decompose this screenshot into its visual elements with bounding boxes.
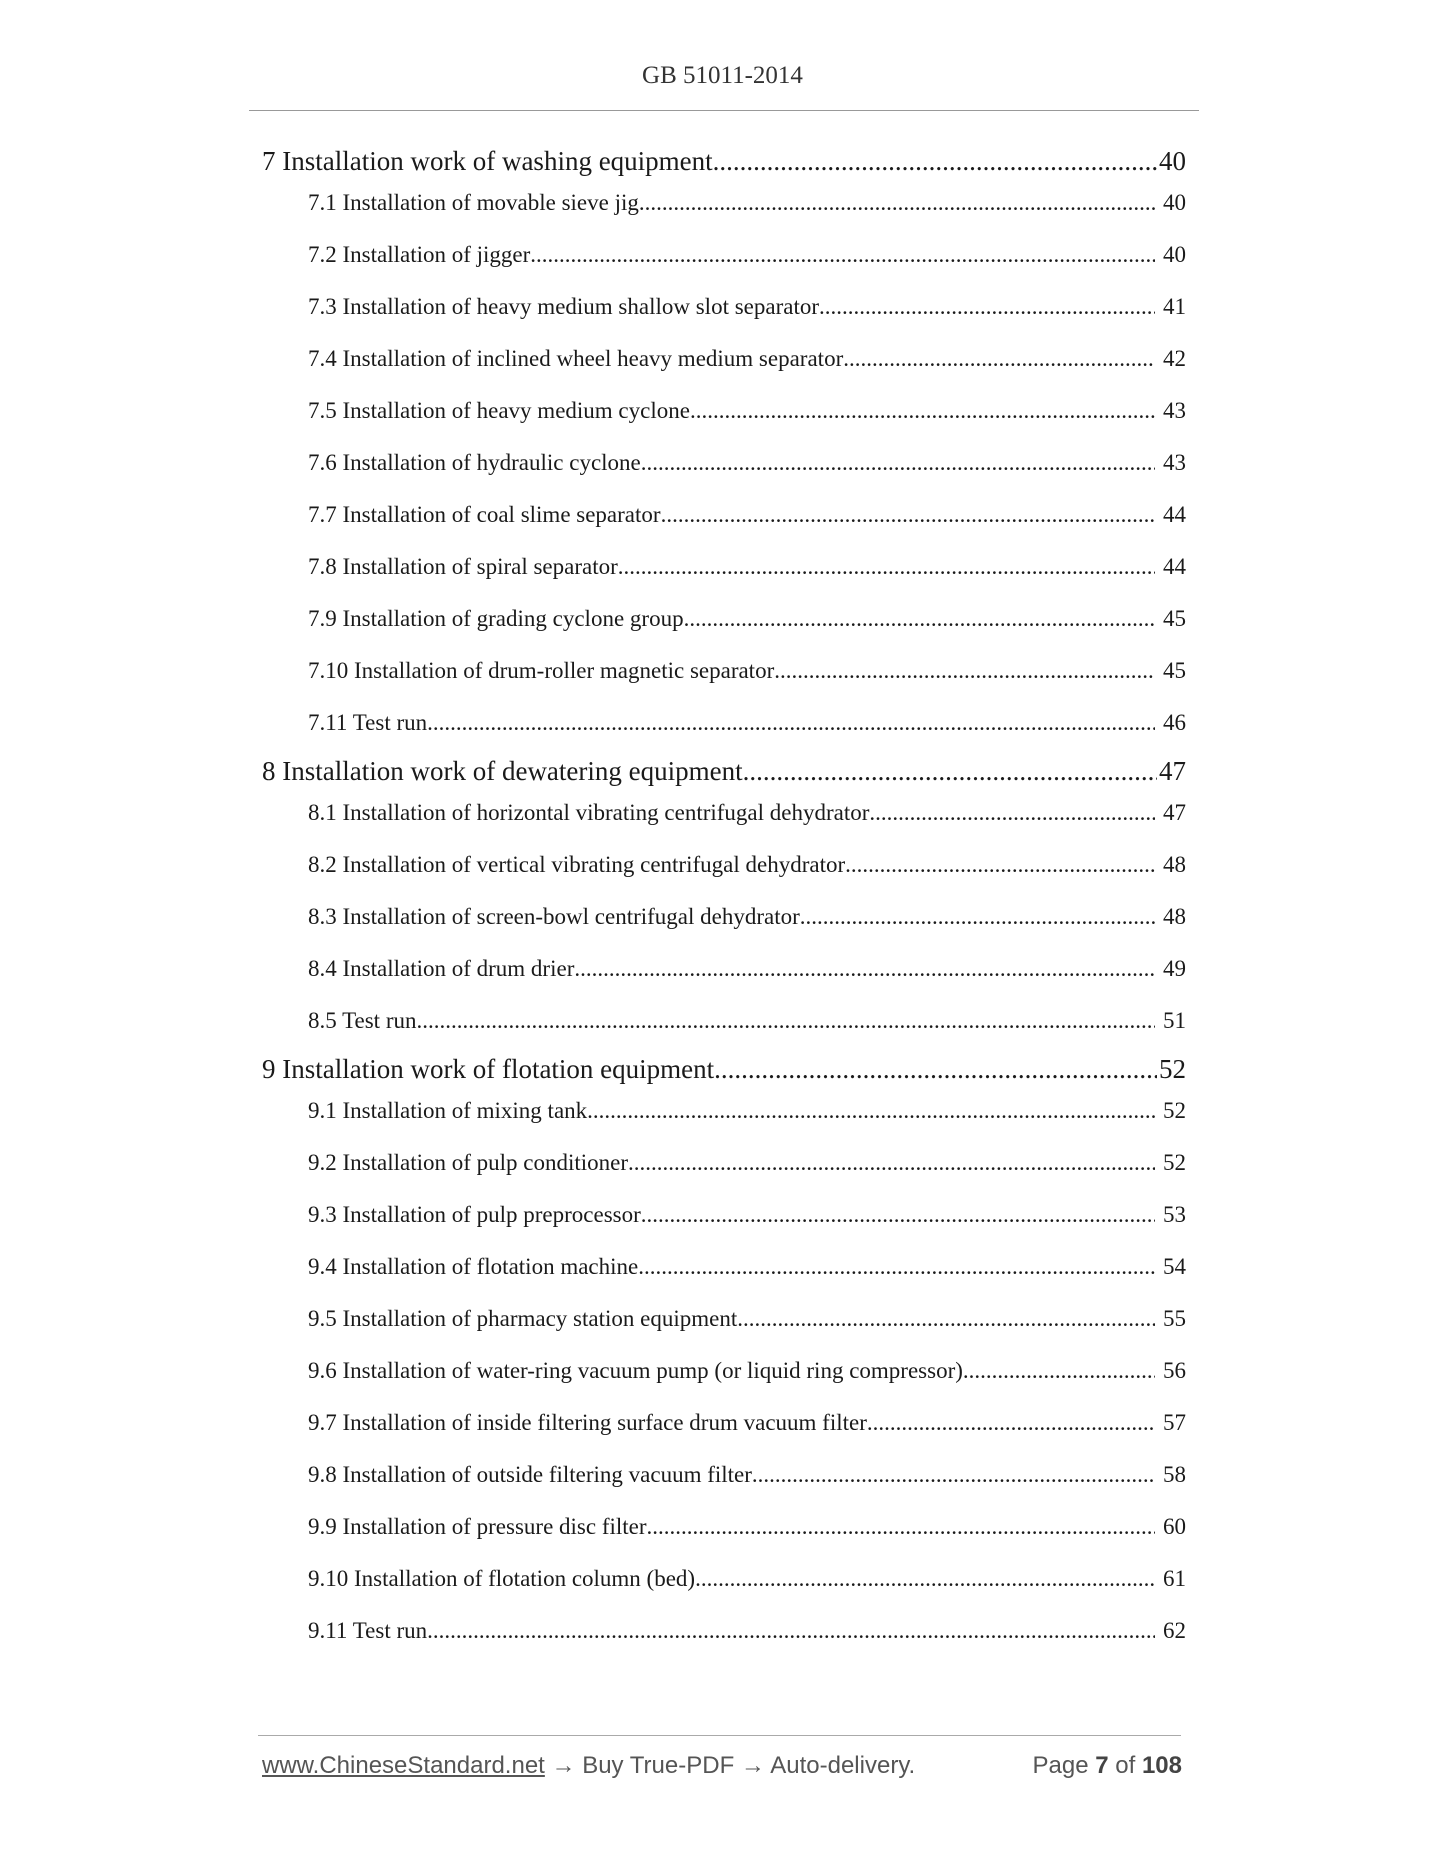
toc-chapter[interactable] — [262, 140, 1186, 183]
dot-leader — [417, 1001, 1156, 1041]
toc-entry-title: 7.5 Installation of heavy medium cyclone — [308, 398, 690, 423]
toc-entry[interactable] — [262, 1351, 1186, 1403]
toc-entry[interactable] — [262, 1091, 1186, 1143]
toc-entry[interactable] — [262, 547, 1186, 599]
dot-leader — [427, 703, 1155, 743]
toc-entry[interactable] — [262, 793, 1186, 845]
toc-entry-title: 8.2 Installation of vertical vibrating centrifugal dehydrator — [308, 852, 846, 877]
toc-entry-title: 7.2 Installation of jigger — [308, 242, 531, 267]
arrow-right-icon: → — [740, 1752, 765, 1779]
toc-entry-title: 7.4 Installation of inclined wheel heavy medium separator — [308, 346, 844, 371]
toc-entry[interactable] — [262, 495, 1186, 547]
toc-entry[interactable] — [262, 1507, 1186, 1559]
toc-page-number: 46 — [1163, 710, 1186, 735]
toc-entry-title: 7.1 Installation of movable sieve jig — [308, 190, 639, 215]
dot-leader — [684, 599, 1155, 639]
dot-leader — [713, 140, 1157, 183]
toc-entry-title: 9.4 Installation of flotation machine — [308, 1254, 639, 1279]
dot-leader — [774, 651, 1155, 691]
toc-page-number: 52 — [1163, 1150, 1186, 1175]
toc-chapter[interactable] — [262, 750, 1186, 793]
toc-page-number: 55 — [1163, 1306, 1186, 1331]
toc-entry-title: 8.3 Installation of screen-bowl centrifugal dehydrator — [308, 904, 800, 929]
toc-entry[interactable] — [262, 1001, 1186, 1041]
toc-page-number: 62 — [1163, 1618, 1186, 1643]
toc-page-number: 43 — [1163, 450, 1186, 475]
document-code: GB 51011-2014 — [642, 62, 803, 89]
dot-leader — [867, 1403, 1155, 1443]
total-pages: 108 — [1141, 1752, 1182, 1779]
dot-leader — [628, 1143, 1155, 1183]
dot-leader — [690, 391, 1155, 431]
page-of-label: of — [1115, 1752, 1136, 1779]
dot-leader — [639, 183, 1155, 223]
toc-page-number: 57 — [1163, 1410, 1186, 1435]
delivery-text: Auto-delivery. — [770, 1752, 916, 1779]
toc-chapter-title: 7 Installation work of washing equipment — [262, 146, 713, 176]
website-link[interactable]: www.ChineseStandard.net — [262, 1752, 545, 1779]
toc-page-number: 40 — [1159, 146, 1186, 176]
toc-entry-title: 9.8 Installation of outside filtering vacuum filter — [308, 1462, 752, 1487]
toc-page-number: 41 — [1163, 294, 1186, 319]
toc-entry-title: 7.11 Test run — [308, 710, 428, 735]
toc-page-number: 45 — [1163, 658, 1186, 683]
toc-entry[interactable] — [262, 897, 1186, 949]
toc-entry-title: 9.6 Installation of water-ring vacuum pump (or liquid ring compressor) — [308, 1358, 963, 1383]
toc-entry-title: 9.5 Installation of pharmacy station equipment — [308, 1306, 738, 1331]
toc-entry[interactable] — [262, 235, 1186, 287]
dot-leader — [587, 1091, 1155, 1131]
toc-page-number: 40 — [1163, 242, 1186, 267]
dot-leader — [647, 1507, 1155, 1547]
toc-entry[interactable] — [262, 1247, 1186, 1299]
toc-page-number: 51 — [1163, 1008, 1186, 1033]
toc-entry[interactable] — [262, 1195, 1186, 1247]
footer-promo — [262, 1752, 915, 1780]
toc-page-number: 52 — [1163, 1098, 1186, 1123]
toc-chapter-title: 8 Installation work of dewatering equipment — [262, 756, 743, 786]
toc-page-number: 48 — [1163, 904, 1186, 929]
toc-entry[interactable] — [262, 651, 1186, 703]
toc-chapter[interactable] — [262, 1048, 1186, 1091]
toc-entry-title: 8.1 Installation of horizontal vibrating centrifugal dehydrator — [308, 800, 870, 825]
toc-entry-title: 7.9 Installation of grading cyclone group — [308, 606, 684, 631]
buy-text: Buy True-PDF — [582, 1752, 735, 1779]
toc-chapter-title: 9 Installation work of flotation equipment — [262, 1054, 715, 1084]
toc-page-number: 42 — [1163, 346, 1186, 371]
toc-entry-title: 8.5 Test run — [308, 1008, 417, 1033]
toc-entry-title: 9.9 Installation of pressure disc filter — [308, 1514, 647, 1539]
arrow-right-icon: → — [551, 1752, 576, 1779]
dot-leader — [843, 339, 1155, 379]
toc-page-number: 45 — [1163, 606, 1186, 631]
dot-leader — [869, 793, 1155, 833]
page-footer — [262, 1752, 1182, 1780]
toc-entry[interactable] — [262, 287, 1186, 339]
toc-page-number: 60 — [1163, 1514, 1186, 1539]
toc-page-number: 47 — [1163, 800, 1186, 825]
toc-page-number: 43 — [1163, 398, 1186, 423]
dot-leader — [752, 1455, 1155, 1495]
toc-entry-title: 9.2 Installation of pulp conditioner — [308, 1150, 629, 1175]
dot-leader — [845, 845, 1155, 885]
footer-divider — [258, 1735, 1181, 1736]
toc-entry-title: 9.10 Installation of flotation column (bed) — [308, 1566, 696, 1591]
page-indicator — [1033, 1752, 1183, 1780]
toc-entry-title: 7.3 Installation of heavy medium shallow slot separator — [308, 294, 819, 319]
toc-page-number: 56 — [1163, 1358, 1186, 1383]
toc-entry[interactable] — [262, 1455, 1186, 1507]
toc-page-number: 53 — [1163, 1202, 1186, 1227]
dot-leader — [743, 750, 1157, 793]
toc-page-number: 44 — [1163, 554, 1186, 579]
toc-entry[interactable] — [262, 845, 1186, 897]
toc-entry-title: 7.8 Installation of spiral separator — [308, 554, 618, 579]
page-header — [0, 62, 1445, 90]
toc-entry-title: 9.11 Test run — [308, 1618, 428, 1643]
toc-entry[interactable] — [262, 339, 1186, 391]
toc-entry-title: 9.1 Installation of mixing tank — [308, 1098, 588, 1123]
toc-entry[interactable] — [262, 1403, 1186, 1455]
toc-page-number: 44 — [1163, 502, 1186, 527]
toc-entry[interactable] — [262, 183, 1186, 235]
toc-page-number: 40 — [1163, 190, 1186, 215]
toc-page-number: 61 — [1163, 1566, 1186, 1591]
header-divider — [249, 110, 1199, 111]
dot-leader — [530, 235, 1155, 275]
dot-leader — [695, 1559, 1155, 1599]
toc-entry[interactable] — [262, 391, 1186, 443]
dot-leader — [714, 1048, 1157, 1091]
toc-entry[interactable] — [262, 949, 1186, 1001]
toc-entry[interactable] — [262, 599, 1186, 651]
page-label: Page — [1032, 1752, 1089, 1779]
dot-leader — [963, 1351, 1155, 1391]
toc-entry[interactable] — [262, 1143, 1186, 1195]
toc-page-number: 54 — [1163, 1254, 1186, 1279]
dot-leader — [638, 1247, 1155, 1287]
toc-page-number: 58 — [1163, 1462, 1186, 1487]
dot-leader — [641, 443, 1155, 483]
current-page: 7 — [1095, 1752, 1109, 1779]
toc-entry[interactable] — [262, 1611, 1186, 1651]
toc-entry-title: 7.7 Installation of coal slime separator — [308, 502, 661, 527]
dot-leader — [800, 897, 1155, 937]
dot-leader — [574, 949, 1155, 989]
toc-entry-title: 9.7 Installation of inside filtering surface drum vacuum filter — [308, 1410, 867, 1435]
toc-entry-title: 9.3 Installation of pulp preprocessor — [308, 1202, 641, 1227]
toc-entry[interactable] — [262, 703, 1186, 743]
toc-entry[interactable] — [262, 443, 1186, 495]
dot-leader — [427, 1611, 1155, 1651]
toc-page-number: 52 — [1159, 1054, 1186, 1084]
dot-leader — [661, 495, 1155, 535]
toc-page-number: 48 — [1163, 852, 1186, 877]
toc-entry-title: 8.4 Installation of drum drier — [308, 956, 575, 981]
table-of-contents — [262, 140, 1186, 1658]
toc-entry[interactable] — [262, 1299, 1186, 1351]
toc-entry-title: 7.10 Installation of drum-roller magnetic separator — [308, 658, 775, 683]
toc-page-number: 49 — [1163, 956, 1186, 981]
dot-leader — [737, 1299, 1155, 1339]
dot-leader — [618, 547, 1155, 587]
toc-page-number: 47 — [1159, 756, 1186, 786]
dot-leader — [641, 1195, 1155, 1235]
toc-entry-title: 7.6 Installation of hydraulic cyclone — [308, 450, 641, 475]
dot-leader — [819, 287, 1155, 327]
toc-entry[interactable] — [262, 1559, 1186, 1611]
